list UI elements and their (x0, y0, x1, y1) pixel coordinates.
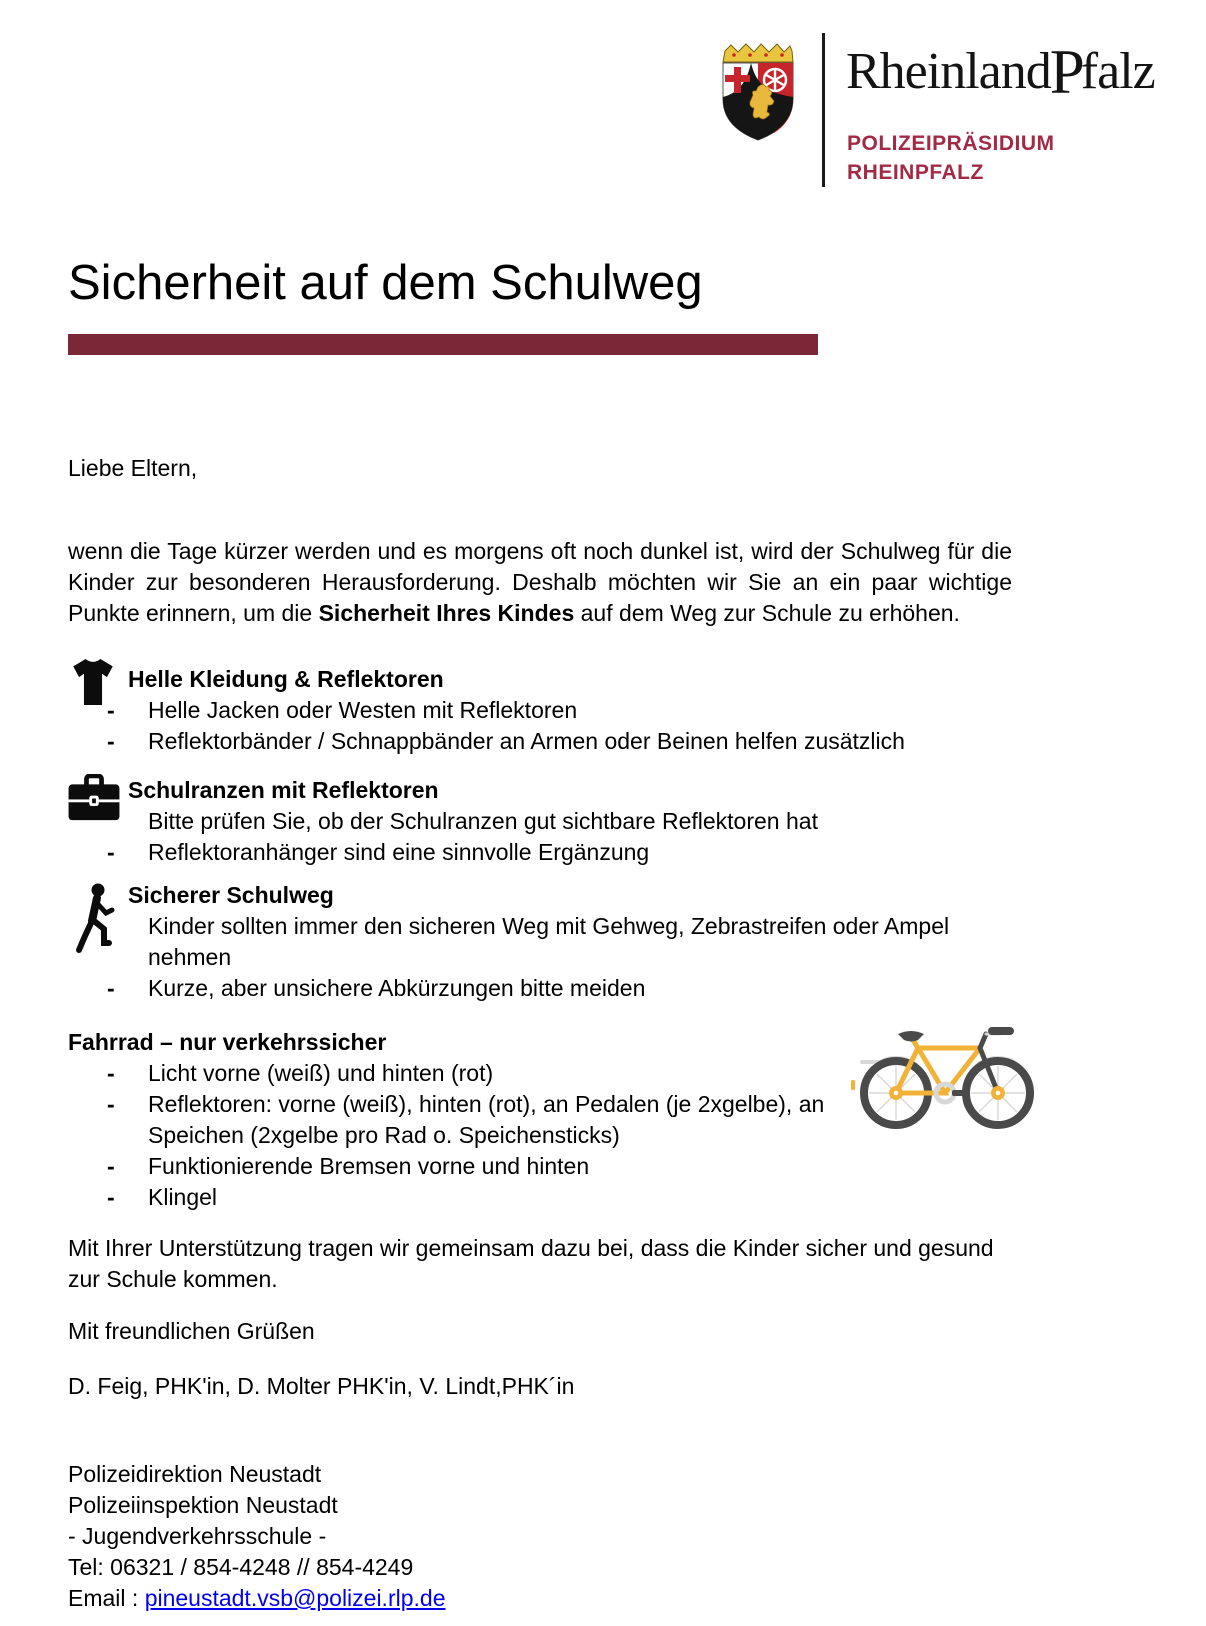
section-safe-route-heading: Sicherer Schulweg (128, 882, 334, 908)
bullet-dash: - (107, 1091, 115, 1117)
section-schoolbag (68, 775, 1012, 868)
bullet-text: Reflektoranhänger sind eine sinnvolle Ergänzung (148, 839, 650, 865)
bullet-text: Reflektoren: vorne (weiß), hinten (rot), an Pedalen (je 2xgelbe), an Speichen (2xgelbe pro Rad o. Speichensticks) (148, 1091, 825, 1148)
bullet-text: Kurze, aber unsichere Abkürzungen bitte meiden (148, 975, 646, 1001)
list-item (68, 1182, 1012, 1213)
bullet-dash: - (107, 975, 115, 1001)
bullet-text: Helle Jacken oder Westen mit Reflektoren (148, 697, 578, 723)
contact-phone: Tel: 06321 / 854-4248 // 854-4249 (68, 1554, 414, 1580)
wordmark-p: P (1049, 37, 1084, 107)
email-label: Email : (68, 1585, 145, 1611)
section-clothing (68, 664, 1012, 757)
bullet-text: Funktionierende Bremsen vorne und hinten (148, 1153, 590, 1179)
section-schoolbag-heading: Schulranzen mit Reflektoren (128, 777, 439, 803)
org-line2: RHEINPFALZ (847, 161, 984, 184)
contact-direktion: Polizeidirektion Neustadt (68, 1461, 322, 1487)
bullet-dash: - (107, 1060, 115, 1086)
title-accent-bar (68, 334, 818, 355)
bullet-dash: - (107, 839, 115, 865)
header-divider (822, 33, 825, 187)
section-clothing-bullets (68, 695, 1012, 757)
list-item (68, 695, 1012, 726)
contact-inspektion: Polizeiinspektion Neustadt (68, 1492, 338, 1518)
contact-email-line (68, 1583, 445, 1614)
bullet-text: Bitte prüfen Sie, ob der Schulranzen gut sichtbare Reflektoren hat (148, 808, 818, 834)
intro-paragraph (68, 536, 1012, 629)
wordmark-part2: falz (1080, 43, 1155, 100)
intro-text-1: wenn die Tage kürzer werden und es morgens oft noch dunkel ist, wird der Schulweg für die Kinder zur besonderen Herausforderung. Deshalb möchten wir Sie an ein paar wichtige Punkte erinnern, um die (68, 538, 1012, 626)
org-line1: POLIZEIPRÄSIDIUM (847, 132, 1055, 155)
regards-line: Mit freundlichen Grüßen (68, 1318, 315, 1344)
org-name (847, 129, 1055, 187)
list-item (68, 726, 1012, 757)
bullet-dash: - (107, 1153, 115, 1179)
page-title: Sicherheit auf dem Schulweg (68, 256, 703, 310)
section-safe-route (68, 880, 1012, 1004)
bullet-text: Klingel (148, 1184, 218, 1210)
list-item (68, 837, 1012, 868)
email-link[interactable]: pineustadt.vsb@polizei.rlp.de (144, 1585, 446, 1611)
bullet-text: Reflektorbänder / Schnappbänder an Armen oder Beinen helfen zusätzlich (148, 728, 905, 754)
section-schoolbag-bullets (68, 806, 1012, 868)
section-safe-route-bullets (68, 911, 1012, 1004)
intro-text-bold: Sicherheit Ihres Kindes (318, 600, 575, 626)
list-item (68, 911, 1012, 973)
intro-text-2: auf dem Weg zur Schule zu erhöhen. (574, 600, 960, 626)
bicycle-image (848, 1020, 1038, 1132)
bullet-dash: - (107, 697, 115, 723)
bullet-text: Kinder sollten immer den sicheren Weg mit Gehweg, Zebrastreifen oder Ampel nehmen (148, 913, 950, 970)
bullet-dash: - (107, 728, 115, 754)
list-item (68, 1151, 1012, 1182)
section-bicycle-heading: Fahrrad – nur verkehrssicher (68, 1029, 387, 1055)
contact-jugendverkehrsschule: - Jugendverkehrsschule - (68, 1523, 327, 1549)
rheinland-pfalz-wordmark (846, 37, 1155, 107)
salutation: Liebe Eltern, (68, 455, 198, 481)
list-item (68, 806, 1012, 837)
bullet-dash: - (107, 1184, 115, 1210)
section-clothing-heading: Helle Kleidung & Reflektoren (128, 666, 444, 692)
signatures-line: D. Feig, PHK'in, D. Molter PHK'in, V. Lindt,PHK´in (68, 1373, 575, 1399)
wordmark-part1: Rheinland (846, 43, 1051, 100)
rlp-coat-of-arms-icon (714, 41, 802, 143)
list-item (68, 973, 1012, 1004)
support-paragraph: Mit Ihrer Unterstützung tragen wir gemeinsam dazu bei, dass die Kinder sicher und gesund zur Schule kommen. (68, 1235, 994, 1292)
contact-block (68, 1459, 445, 1614)
bullet-text: Licht vorne (weiß) und hinten (rot) (148, 1060, 494, 1086)
